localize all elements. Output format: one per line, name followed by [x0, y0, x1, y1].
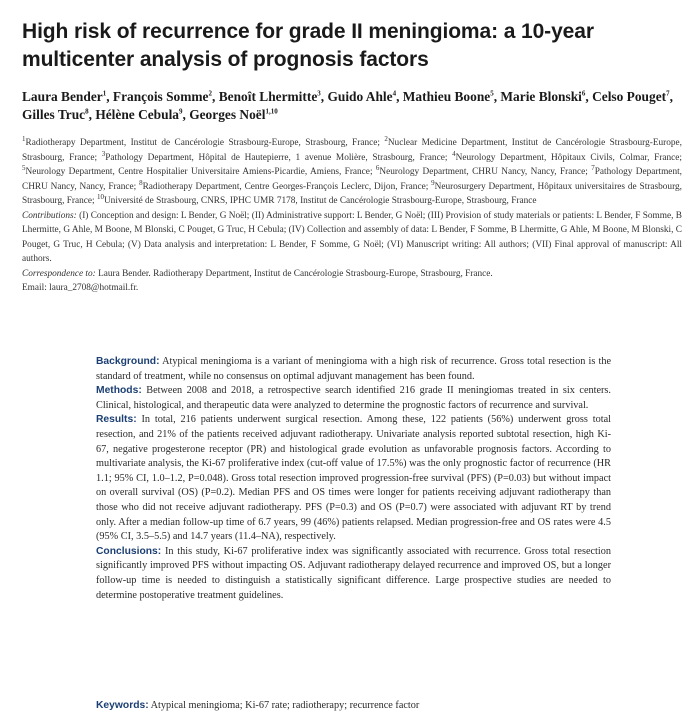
affiliation-text: Neurology Department, Hôpitaux Civils, Colmar, France;: [455, 152, 682, 163]
contributions: [22, 209, 682, 267]
affiliation-number: 5: [22, 163, 26, 172]
author-name: Hélène Cebula: [95, 107, 179, 122]
author-affiliation-marker: 6: [581, 89, 586, 98]
affiliation-number: 2: [384, 134, 388, 143]
affiliation-number: 10: [96, 192, 104, 201]
author-name: Celso Pouget: [592, 89, 667, 104]
affiliation-number: 3: [101, 149, 106, 158]
keywords-text: Atypical meningioma; Ki-67 rate; radiotherapy; recurrence factor: [148, 700, 420, 711]
affiliation-text: Radiotherapy Department, Centre Georges-François Leclerc, Dijon, France;: [142, 181, 432, 192]
author-affiliation-marker: 9: [179, 107, 183, 116]
author-name: Mathieu Boone: [402, 89, 491, 104]
author-separator: ,: [106, 89, 113, 104]
abstract-conclusions: [96, 545, 611, 603]
abstract: [96, 355, 611, 603]
keywords-heading: Keywords:: [96, 700, 149, 711]
abstract-results: [96, 413, 611, 544]
author-separator: ,: [493, 89, 501, 104]
author-affiliation-marker: 5: [490, 89, 494, 98]
affiliation-number: 9: [431, 178, 435, 187]
author-separator: ,: [396, 89, 403, 104]
contributions-label: Contributions:: [22, 210, 77, 221]
correspondence-text: Laura Bender. Radiotherapy Department, Institut de Cancérologie Strasbourg-Europe, Strasbourg, France.: [95, 268, 493, 279]
affiliation-number: 7: [591, 163, 595, 172]
author-affiliation-marker: 3: [317, 89, 321, 98]
abstract-methods: [96, 384, 611, 413]
results-text: In total, 216 patients underwent surgical resection. Among these, 122 patients (56%) underwent gross total resection, and 21% of the patients received adjuvant radiotherapy. Univariate analysis reported subtotal resection, high Ki-67, negative progesterone receptor (PR) and histological grade evolution as unfavorable prognosis factors. According to multivariate analysis, the Ki-67 proliferative index (cut-off value of 17.5%) was the only prognostic factor of recurrence (HR 1.1; 95% CI, 1.0–1.2, P=0.048). Gross total resection improved progression-free survival (PFS) (P=0.03) but without impact on overall survival (OS) (P=0.2). Median PFS and OS times were longer for patients receiving adjuvant radiotherapy than those who did not receive adjuvant radiotherapy. PFS (P=0.3) and OS (P=0.7) were associated with adjuvant RT by trend only. After a median follow-up time of 6.7 years, 99 (46%) patients relapsed. Median progression-free and OS rates were 4.5 (95% CI, 3.5–5.5) and 14.7 years (11.4–NA), respectively.: [96, 414, 611, 543]
author-name: François Somme: [112, 89, 209, 104]
author-affiliation-marker: 1: [102, 89, 107, 98]
author-affiliation-marker: 1,10: [265, 107, 278, 116]
author-separator: ,: [585, 89, 593, 104]
affiliation-number: 6: [375, 163, 380, 172]
affiliation-text: Université de Strasbourg, CNRS, IPHC UMR 7178, Institut de Cancérologie Strasbourg-Europe, Strasbourg, France: [103, 196, 537, 206]
keywords: [96, 699, 611, 713]
affiliation-text: Pathology Department, Hôpital de Hautepierre, 1 avenue Molière, Strasbourg, France;: [105, 152, 453, 163]
author-separator: ,: [88, 107, 96, 122]
author-list: [22, 88, 682, 124]
author-separator: ,: [182, 107, 190, 122]
author-name: Marie Blonski: [500, 89, 582, 104]
contributions-text: (I) Conception and design: L Bender, G Noël; (II) Administrative support: L Bender, G Noël; (III) Provision of study materials or patients: L Bender, F Somme, B Lhermitte, G Ahle, M Boone, M Blonski, C Pouget, G Truc, H Cebula; (IV) Collection and assembly of data: L Bender, F Somme, B Lhermitte, G Ahle, M Boone, M Blonski, C Pouget, G Truc, H Cebula; (V) Data analysis and interpretation: L Bender, F Somme, G Noël; (VI) Manuscript writing: All authors; (VII) Final approval of manuscript: All authors.: [22, 210, 682, 264]
affiliation-number: 8: [139, 178, 143, 187]
affiliation-number: 4: [452, 149, 456, 158]
author-affiliation-marker: 8: [85, 107, 89, 116]
affiliation-text: Nuclear Medicine Department, Institut de Cancérologie Strasbourg-Europe, Strasbourg, France;: [22, 138, 682, 163]
results-heading: Results:: [96, 414, 137, 426]
author-name: Laura Bender: [22, 89, 103, 104]
background-heading: Background:: [96, 356, 160, 367]
author-separator: ,: [669, 89, 673, 104]
affiliation-text: Radiotherapy Department, Institut de Cancérologie Strasbourg-Europe, Strasbourg, France;: [25, 138, 385, 148]
conclusions-heading: Conclusions:: [96, 545, 162, 557]
article-header: [22, 18, 682, 296]
affiliation-text: Neurology Department, CHRU Nancy, Nancy, France;: [379, 167, 592, 177]
abstract-background: [96, 355, 611, 384]
methods-text: Between 2008 and 2018, a retrospective search identified 216 grade II meningiomas treated in six centers. Clinical, histological, and therapeutic data were analyzed to determine the prognostic factors of recurrence and survival.: [96, 385, 611, 411]
author-name: Gilles Truc: [22, 107, 86, 122]
correspondence-label: Correspondence to:: [22, 268, 96, 279]
author-name: Benoît Lhermitte: [218, 89, 318, 104]
author-name: Guido Ahle: [327, 89, 393, 104]
affiliations: [22, 136, 682, 209]
article-title: High risk of recurrence for grade II meningioma: a 10-year multicenter analysis of prognosis factors: [22, 20, 594, 71]
affiliation-text: Pathology Department, CHRU Nancy, Nancy, France;: [22, 167, 682, 192]
author-separator: ,: [320, 89, 328, 104]
affiliation-text: Neurosurgery Department, Hôpitaux universitaires de Strasbourg, Strasbourg, France;: [22, 181, 682, 206]
methods-heading: Methods:: [96, 385, 142, 397]
correspondence-email: Email: laura_2708@hotmail.fr.: [22, 283, 139, 293]
author-affiliation-marker: 2: [208, 89, 213, 98]
author-separator: ,: [212, 89, 219, 104]
conclusions-text: In this study, Ki-67 proliferative index was significantly associated with recurrence. Gross total resection significantly improved PFS without impacting OS. Adjuvant radiotherapy delayed recurrence and improved OS, but a longer follow-up time is needed to distinguish a statistically significant difference. Large prospective studies are needed to determine postoperative treatment guidelines.: [96, 545, 611, 601]
affiliation-text: Neurology Department, Centre Hospitalier Universitaire Amiens-Picardie, Amiens, France;: [25, 167, 376, 177]
affiliation-number: 1: [22, 134, 26, 143]
author-affiliation-marker: 4: [392, 89, 397, 98]
correspondence: [22, 267, 682, 282]
author-affiliation-marker: 7: [666, 89, 670, 98]
background-text: Atypical meningioma is a variant of meningioma with a high risk of recurrence. Gross total resection is the standard of treatment, while no consensus on optimal adjuvant management has been found.: [96, 356, 611, 382]
author-name: Georges Noël: [189, 107, 266, 122]
